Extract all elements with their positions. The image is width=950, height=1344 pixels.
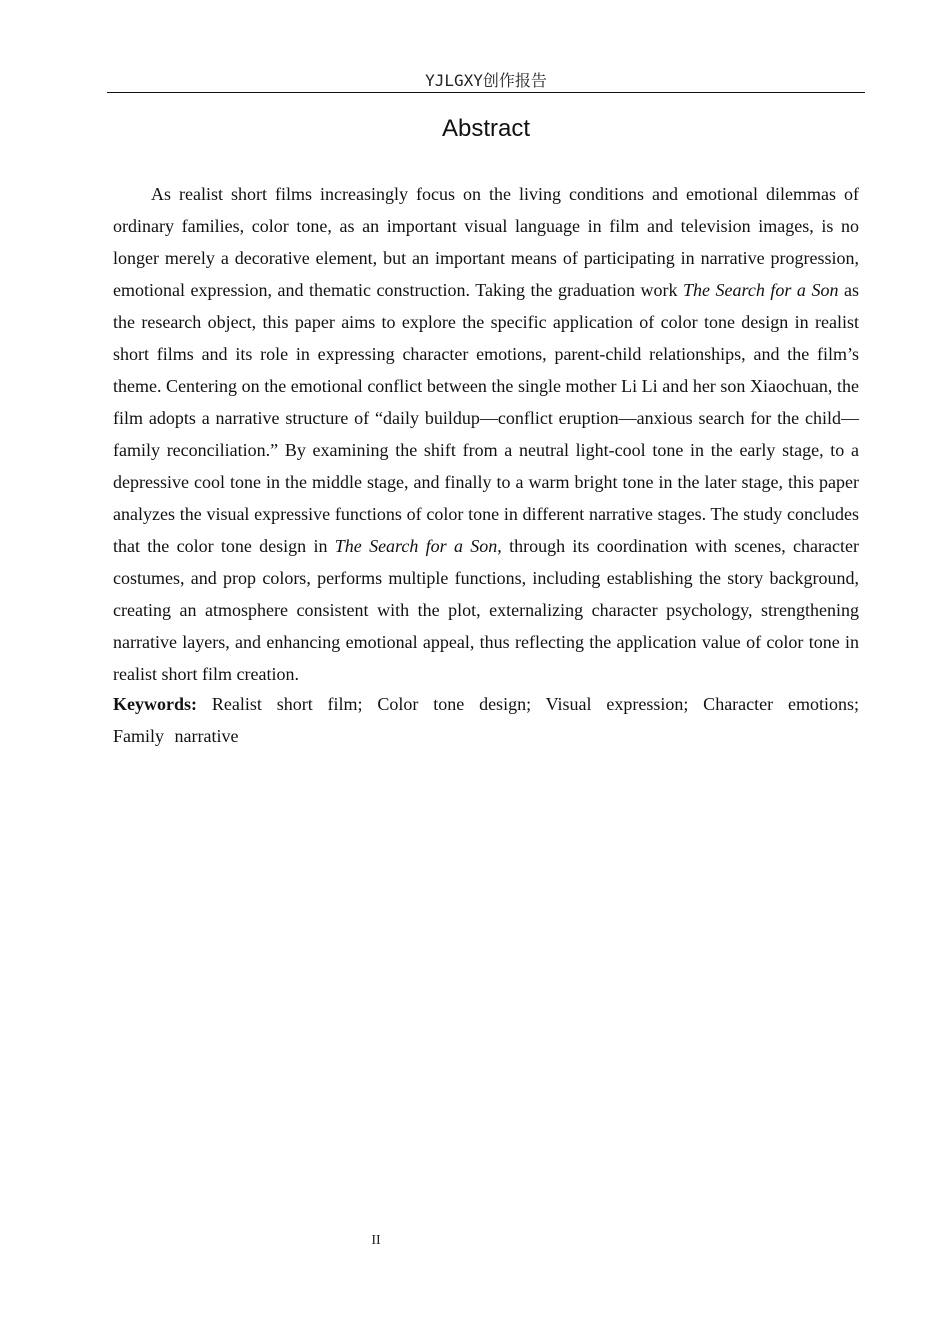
abstract-body [113, 178, 859, 690]
page-number: II [371, 1233, 381, 1248]
keywords-label: Keywords: [113, 694, 197, 714]
keywords-text: Realist short film; Color tone design; Visual expression; Character emotions; Family narrative [113, 694, 859, 746]
header-rule [107, 92, 865, 93]
keywords-paragraph [113, 688, 859, 752]
abstract-text-part2: as the research object, this paper aims to explore the specific application of color tone design in realist short films and its role in expressing character emotions, parent-child relationships, and the film’s theme. Centering on the emotional conflict between the single mother Li Li and her son Xiaochuan, the film adopts a narrative structure of “daily buildup—conflict eruption—anxious search for the child—family reconciliation.” By examining the shift from a neutral light-cool tone in the early stage, to a depressive cool tone in the middle stage, and finally to a warm bright tone in the later stage, this paper analyzes the visual expressive functions of color tone in different narrative stages. The study concludes that the color tone design in [113, 280, 859, 556]
running-header: YJLGXY创作报告 [425, 71, 547, 90]
abstract-text-part1: As realist short films increasingly focus on the living conditions and emotional dilemmas of ordinary families, color tone, as an important visual language in film and television images, is no longer merely a decorative element, but an important means of participating in narrative progression, emotional expression, and thematic construction. Taking the graduation work [113, 184, 859, 300]
film-title-italic: The Search for a Son [683, 280, 839, 300]
film-title-italic: The Search for a Son [334, 536, 498, 556]
abstract-text-part3: , through its coordination with scenes, character costumes, and prop colors, performs multiple functions, including establishing the story background, creating an atmosphere consistent with the plot, externalizing character psychology, strengthening narrative layers, and enhancing emotional appeal, thus reflecting the application value of color tone in realist short film creation. [113, 536, 859, 684]
abstract-title: Abstract [441, 115, 531, 142]
